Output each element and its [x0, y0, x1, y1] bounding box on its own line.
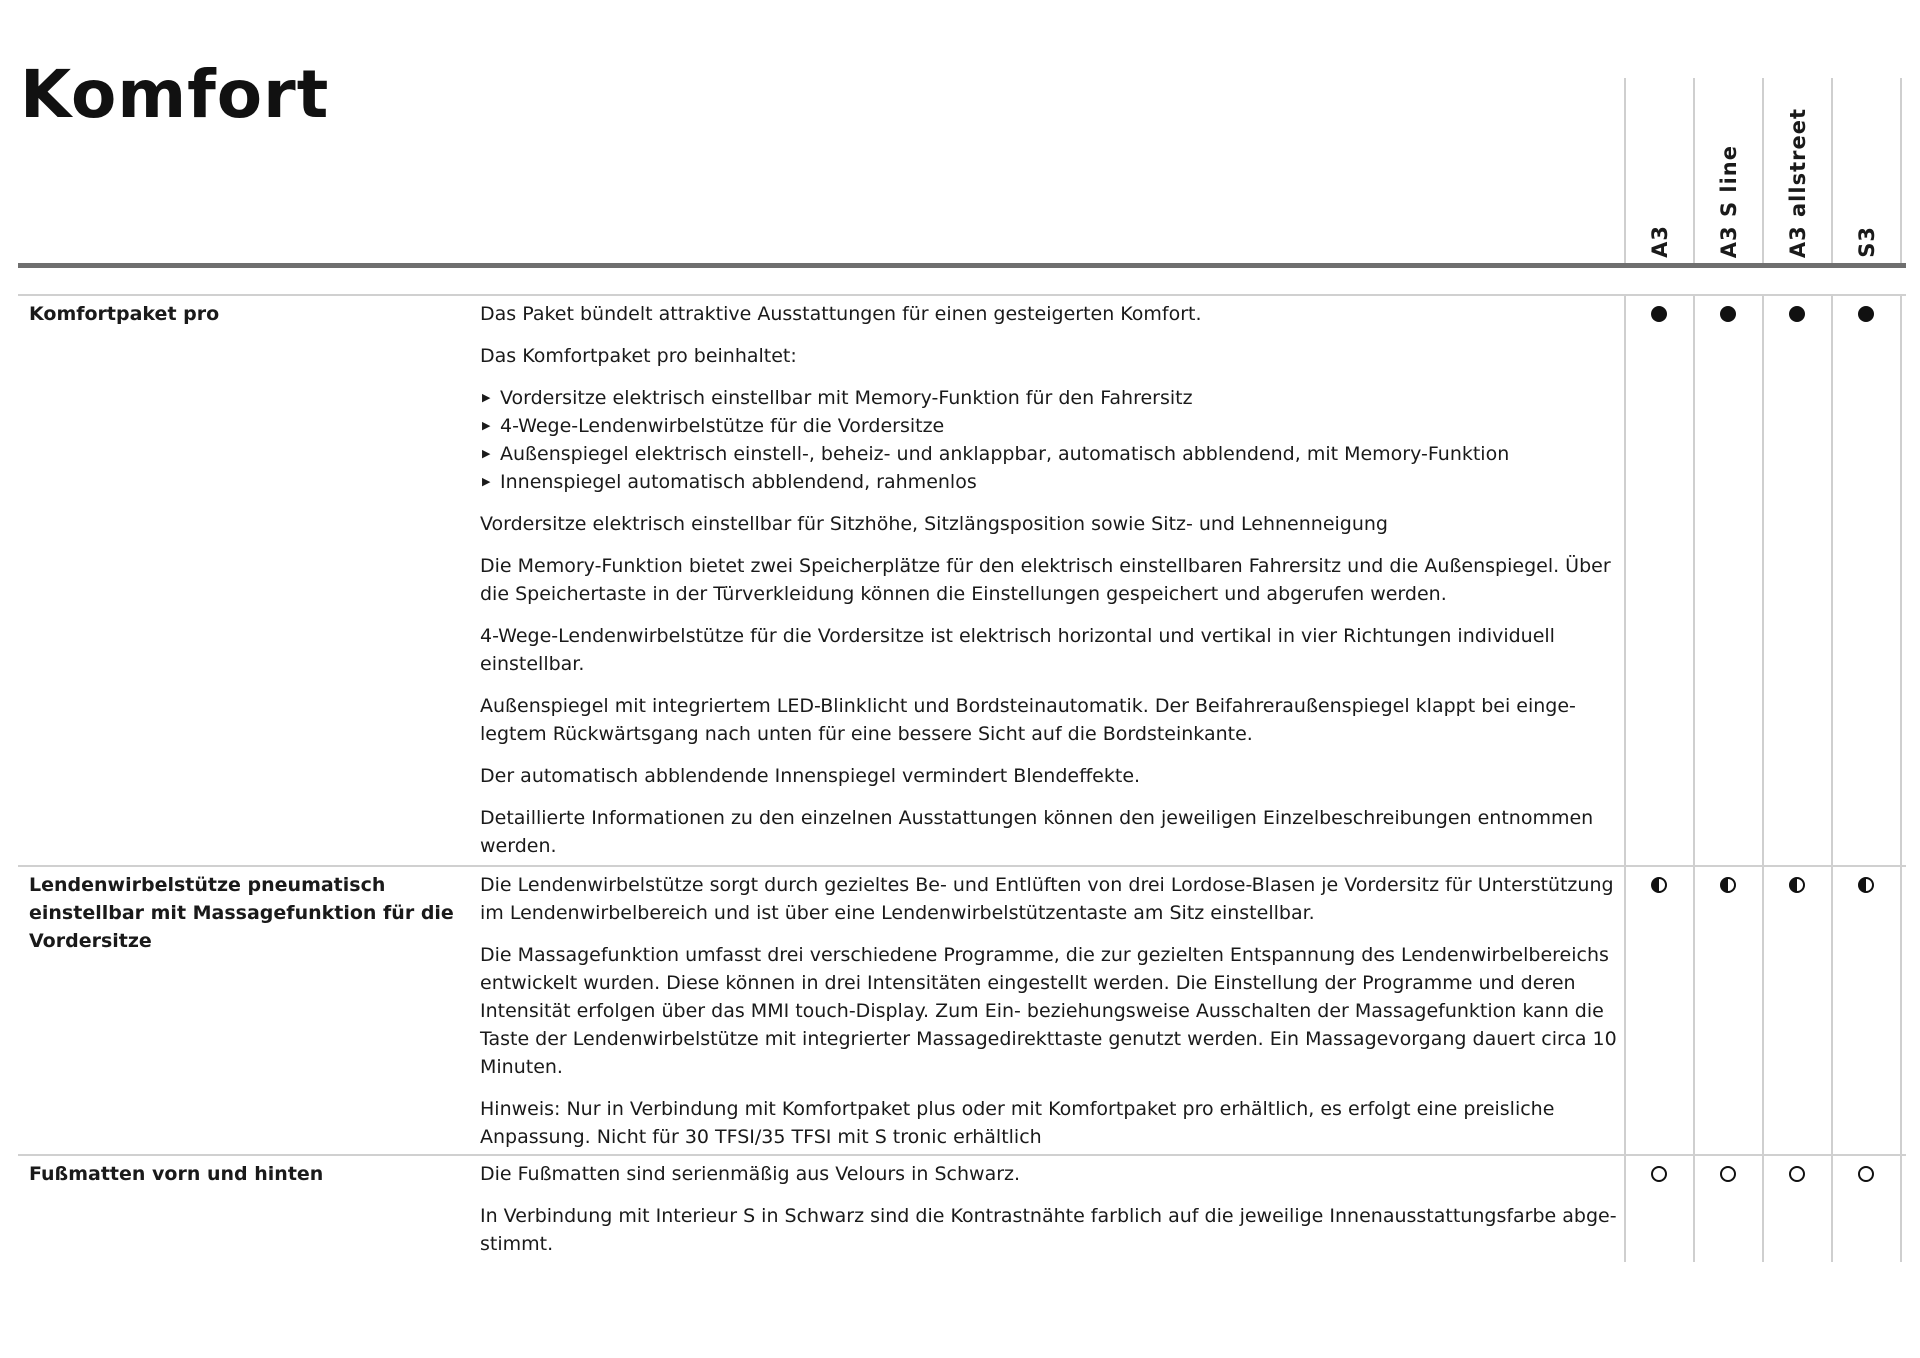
description-paragraph: Das Paket bündelt attraktive Ausstattungen für einen gesteigerten Komfort.: [480, 303, 1202, 325]
model-header-a3-s-line: [1694, 62, 1763, 258]
model-header-a3: [1625, 62, 1694, 258]
table-row: [18, 1160, 1906, 1260]
availability-marker: [1720, 306, 1736, 322]
description-paragraph: Die Memory-Funktion bietet zwei Speicherplätze für den elektrisch einstellbaren Fahrersitz und die Außenspiegel. Über die Speichertaste in der Türverkleidung können die Einstellungen gespeichert und abgerufen werden.: [480, 555, 1611, 605]
table-top-rule: [18, 294, 1906, 296]
page-title: Komfort: [20, 56, 330, 133]
feature-name: Fußmatten vorn und hinten: [29, 1163, 324, 1185]
description-paragraph: Außenspiegel mit integriertem LED-Blinklicht und Bordsteinautomatik. Der Beifahreraußenspiegel klappt bei einge-legtem Rückwärtsgang nach unten für eine bessere Sicht auf die Bordsteinkante.: [480, 695, 1576, 745]
availability-marker: [1651, 1166, 1667, 1182]
feature-description: [480, 1160, 1620, 1272]
description-paragraph: In Verbindung mit Interieur S in Schwarz sind die Kontrastnähte farblich auf die jeweilige Innenausstattungsfarbe abge-stimmt.: [480, 1205, 1617, 1255]
description-paragraph: 4-Wege-Lendenwirbelstütze für die Vordersitze ist elektrisch horizontal und vertikal in vier Richtungen individuell einstellbar.: [480, 625, 1555, 675]
feature-description: [480, 871, 1620, 1165]
list-item: ▶ Innenspiegel automatisch abblendend, rahmenlos: [480, 468, 1620, 496]
table-row: [18, 300, 1906, 862]
availability-marker: [1858, 1166, 1874, 1182]
availability-marker: [1858, 306, 1874, 322]
list-item: ▶ Vordersitze elektrisch einstellbar mit Memory-Funktion für den Fahrersitz: [480, 384, 1620, 412]
row-divider: [18, 865, 1906, 867]
feature-description: [480, 300, 1620, 874]
model-header-a3-allstreet: [1763, 62, 1832, 258]
feature-name: Komfortpaket pro: [29, 303, 220, 325]
availability-marker: [1651, 306, 1667, 322]
included-items-list: [480, 384, 1620, 496]
model-header-s3: [1832, 62, 1901, 258]
description-paragraph: Das Komfortpaket pro beinhaltet:: [480, 345, 797, 367]
availability-marker: [1720, 877, 1736, 893]
availability-marker: [1789, 877, 1805, 893]
availability-marker: [1720, 1166, 1736, 1182]
model-label: S3: [1854, 226, 1879, 258]
table-row: [18, 871, 1906, 1155]
description-paragraph: Vordersitze elektrisch einstellbar für Sitzhöhe, Sitzlängsposition sowie Sitz- und Lehnenneigung: [480, 513, 1388, 535]
description-paragraph: Hinweis: Nur in Verbindung mit Komfortpaket plus oder mit Komfortpaket pro erhältlich, es erfolgt eine preisliche Anpassung. Nicht für 30 TFSI/35 TFSI mit S tronic erhältlich: [480, 1098, 1555, 1148]
description-paragraph: Die Fußmatten sind serienmäßig aus Velours in Schwarz.: [480, 1163, 1021, 1185]
model-label: A3 allstreet: [1785, 107, 1810, 258]
availability-marker: [1651, 877, 1667, 893]
description-paragraph: Der automatisch abblendende Innenspiegel vermindert Blendeffekte.: [480, 765, 1141, 787]
header-divider: [18, 263, 1906, 268]
description-paragraph: Die Lendenwirbelstütze sorgt durch gezieltes Be- und Entlüften von drei Lordose-Blasen je Vordersitz für Unterstützung im Lendenwirbelbereich und ist über eine Lendenwirbelstützentaste am Sitz einstellbar.: [480, 874, 1614, 924]
availability-marker: [1789, 1166, 1805, 1182]
row-divider: [18, 1154, 1906, 1156]
list-item: ▶ Außenspiegel elektrisch einstell-, beheiz- und anklappbar, automatisch abblendend, mit Memory-Funktion: [480, 440, 1620, 468]
description-paragraph: Die Massagefunktion umfasst drei verschiedene Programme, die zur gezielten Entspannung des Lendenwirbelbereichs entwickelt wurden. Diese können in drei Intensitäten eingestellt werden. Die Einstellung der Programme und deren Intensität erfolgen über das MMI touch-Display. Zum Ein- beziehungsweise Ausschalten der Massagefunktion kann die Taste der Lendenwirbelstütze mit integrierter Massagedirekttaste genutzt werden. Ein Massagevorgang dauert circa 10 Minuten.: [480, 944, 1617, 1078]
model-label: A3: [1647, 225, 1672, 258]
model-label: A3 S line: [1716, 144, 1741, 258]
feature-name: Lendenwirbelstütze pneumatisch einstellbar mit Massagefunktion für die Vordersitze: [29, 874, 454, 952]
availability-marker: [1858, 877, 1874, 893]
availability-marker: [1789, 306, 1805, 322]
list-item: ▶ 4-Wege-Lendenwirbelstütze für die Vordersitze: [480, 412, 1620, 440]
description-paragraph: Detaillierte Informationen zu den einzelnen Ausstattungen können den jeweiligen Einzelbeschreibungen entnommen werden.: [480, 807, 1594, 857]
